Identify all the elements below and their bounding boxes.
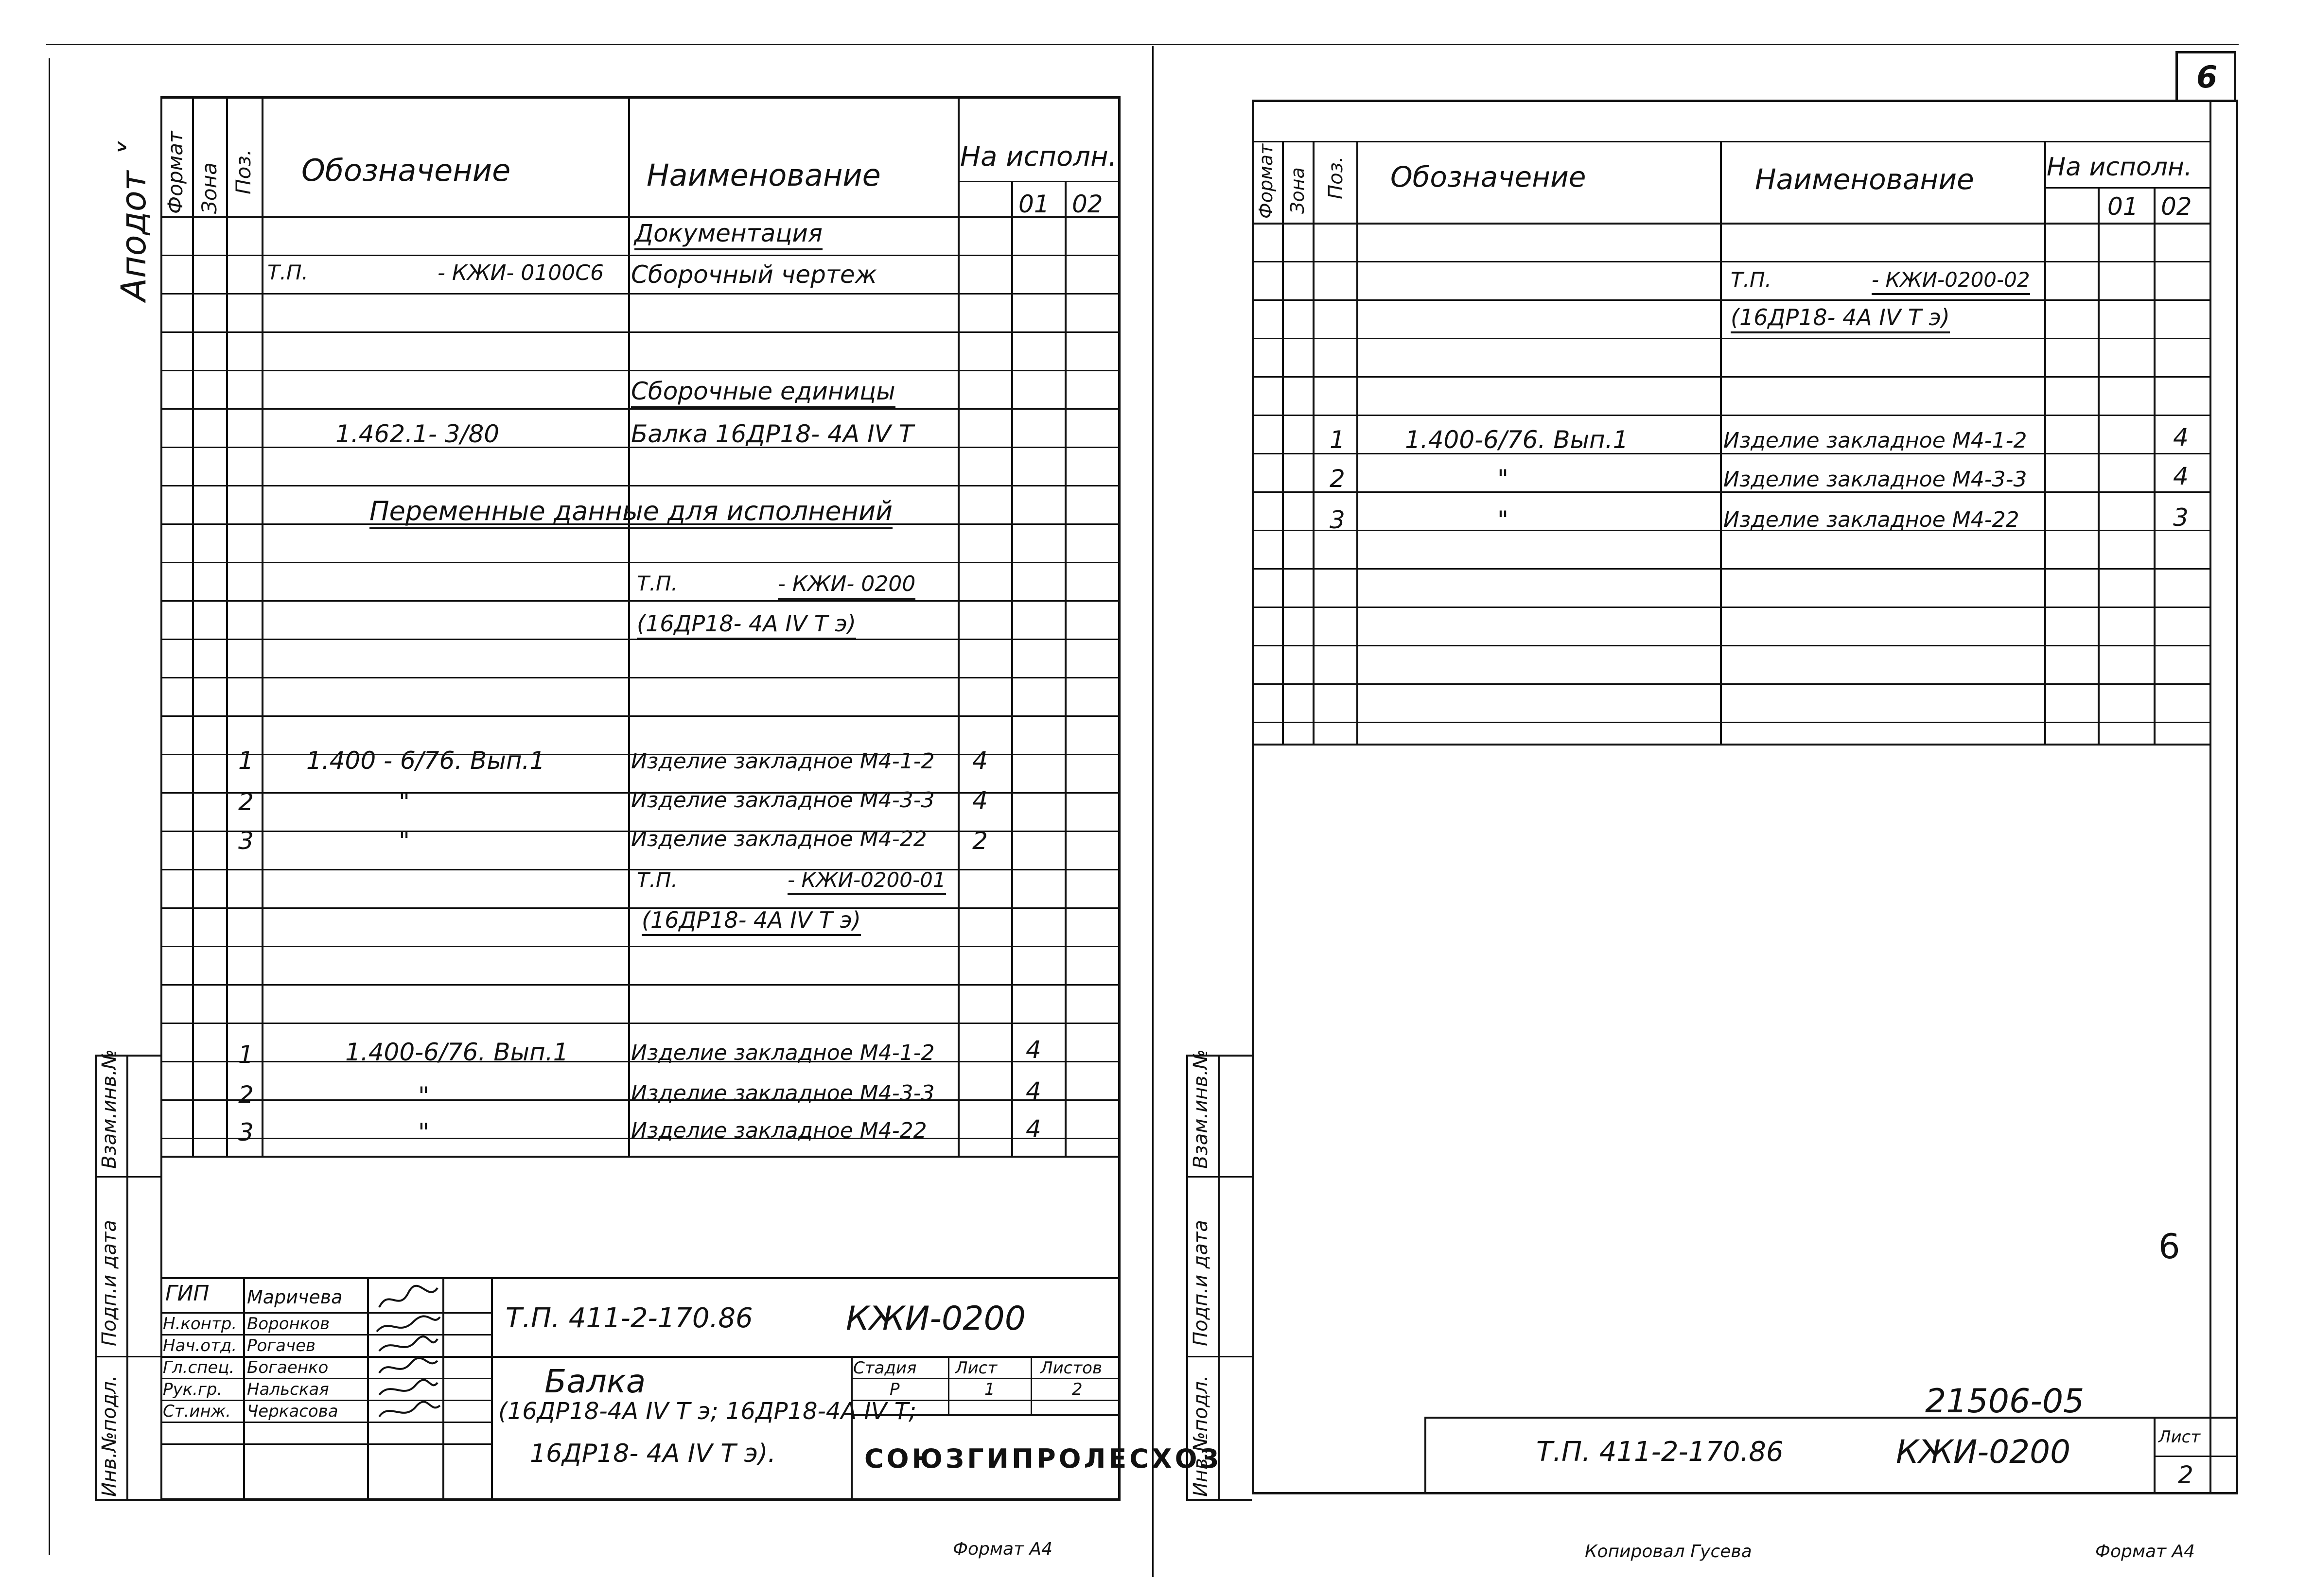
- left-section-variable-data: Переменные данные для исполнений: [369, 498, 893, 529]
- right-doc-code: Т.П. 411-2-170.86: [1536, 1436, 1784, 1468]
- right-col-name-header: Наименование: [1755, 163, 1974, 196]
- right-side-sign-date: Подп.и дата: [1190, 1220, 1212, 1346]
- right-des-3: ": [1497, 506, 1508, 534]
- stamp-title-2: (16ДР18-4А IV Т э; 16ДР18-4А IV Т;: [498, 1398, 917, 1425]
- left-des-1a: 1.400 - 6/76. Вып.1: [306, 746, 545, 775]
- left-pos-3b: 3: [238, 1118, 254, 1146]
- left-name-2a: Изделие закладное М4-3-3: [631, 788, 935, 813]
- left-row-tp-prefix: Т.П.: [267, 260, 308, 284]
- right-q2-2: 4: [2173, 462, 2189, 490]
- right-sheet-number-mark: 6: [2158, 1227, 2180, 1266]
- right-variant-02-code: - КЖИ-0200-02: [1872, 270, 2030, 295]
- left-pos-2a: 2: [238, 788, 254, 816]
- right-copied-note: Копировал Гусева: [1585, 1542, 1752, 1561]
- left-edge-line: [49, 58, 50, 1555]
- left-q1-2a: 4: [972, 786, 988, 815]
- stamp-name-maricheva: Маричева: [247, 1286, 343, 1308]
- left-des-2a: ": [399, 788, 410, 816]
- left-pos-1a: 1: [238, 746, 254, 775]
- left-pos-3a: 3: [238, 827, 254, 855]
- left-row-documentation: Документация: [634, 221, 823, 250]
- right-sheet-value: 2: [2178, 1461, 2193, 1489]
- left-des-3a: ": [399, 827, 410, 855]
- right-pos-2: 2: [1330, 465, 1345, 493]
- left-pos-1b: 1: [238, 1041, 254, 1069]
- left-row-beam-designation: 1.462.1- 3/80: [335, 420, 500, 448]
- left-variant-00-code: - КЖИ- 0200: [778, 573, 915, 600]
- left-side-inv-orig: Инв.№подл.: [98, 1375, 121, 1497]
- stamp-sheets-value: 2: [1072, 1380, 1083, 1399]
- right-name-3: Изделие закладное М4-22: [1723, 507, 2019, 532]
- col-variant-header: На исполн.: [960, 141, 1117, 173]
- left-q2-1b: 4: [1026, 1036, 1041, 1064]
- stamp-sheets-label: Листов: [1040, 1358, 1103, 1378]
- left-row-assembly-drawing: Сборочный чертеж: [631, 260, 877, 289]
- stamp-role-gip: ГИП: [165, 1281, 210, 1306]
- page-number-badge: [2175, 51, 2236, 102]
- right-q2-3: 3: [2173, 503, 2189, 532]
- stamp-stage-label: Стадия: [853, 1358, 917, 1378]
- left-q1-3a: 2: [972, 827, 988, 855]
- stamp-role-glspec: Гл.спец.: [163, 1358, 235, 1377]
- stamp-name-voronkov: Воронков: [247, 1314, 330, 1334]
- stamp-sheet-value: 1: [984, 1380, 995, 1399]
- col-v02-header: 02: [1072, 190, 1103, 218]
- right-name-2: Изделие закладное М4-3-3: [1723, 467, 2027, 492]
- left-name-3a: Изделие закладное М4-22: [631, 827, 927, 851]
- stamp-sheet-label: Лист: [955, 1358, 998, 1378]
- left-des-1b: 1.400-6/76. Вып.1: [345, 1038, 569, 1066]
- left-row-assembly-units: Сборочные единицы: [631, 379, 895, 408]
- right-pos-3: 3: [1330, 506, 1345, 534]
- signatures-image: [369, 1278, 442, 1439]
- stamp-role-nkontr: Н.контр.: [163, 1314, 237, 1334]
- col-pos-header: Поз.: [231, 149, 255, 194]
- col-designation-header: Обозначение: [301, 153, 511, 188]
- right-des-2: ": [1497, 465, 1508, 493]
- stamp-role-rukgr: Рук.гр.: [163, 1380, 223, 1399]
- left-format-note: Формат А4: [953, 1539, 1053, 1559]
- right-col-v02-header: 02: [2161, 192, 2192, 221]
- right-col-v01-header: 01: [2107, 192, 2139, 221]
- top-edge-line: [46, 44, 2239, 45]
- stamp-name-rogachev: Рогачев: [247, 1336, 316, 1355]
- right-sheet-label: Лист: [2158, 1427, 2201, 1447]
- right-col-format-header: Формат: [1255, 143, 1277, 219]
- col-zone-header: Зона: [197, 162, 221, 214]
- right-name-1: Изделие закладное М4-1-2: [1723, 428, 2027, 453]
- right-doc-mark: КЖИ-0200: [1896, 1433, 2071, 1471]
- left-variant-00-prefix: Т.П.: [637, 572, 678, 595]
- left-name-1a: Изделие закладное М4-1-2: [631, 749, 935, 774]
- left-row-assembly-code: - КЖИ- 0100С6: [438, 260, 604, 285]
- right-side-inv-repl: Взам.инв.№: [1190, 1049, 1212, 1169]
- approval-note: Аподот ˅: [114, 143, 154, 301]
- left-des-3b: ": [418, 1118, 429, 1146]
- left-des-2b: ": [418, 1082, 429, 1110]
- stamp-title-1: Балка: [544, 1363, 646, 1400]
- right-col-zone-header: Зона: [1287, 167, 1308, 214]
- left-row-beam-name: Балка 16ДР18- 4А IV Т: [631, 420, 914, 448]
- right-pos-1: 1: [1330, 426, 1345, 454]
- col-v01-header: 01: [1018, 190, 1050, 218]
- stamp-title-3: 16ДР18- 4А IV Т э).: [530, 1439, 776, 1468]
- left-q2-3b: 4: [1026, 1115, 1041, 1143]
- left-side-inv-repl: Взам.инв.№: [98, 1049, 121, 1169]
- left-variant-01-code: - КЖИ-0200-01: [788, 870, 946, 895]
- left-variant-01-prefix: Т.П.: [637, 868, 678, 892]
- page-number: 6: [2196, 59, 2218, 95]
- stamp-name-bogaenko: Богаенко: [247, 1358, 329, 1377]
- right-archive-number: 21506-05: [1925, 1382, 2085, 1421]
- right-q2-1: 4: [2173, 423, 2189, 451]
- right-col-variant-header: На исполн.: [2047, 153, 2192, 182]
- left-variant-01-mark: (16ДР18- 4А IV Т э): [642, 909, 861, 936]
- stamp-organization: СОЮЗГИПРОЛЕСХОЗ: [864, 1443, 1222, 1474]
- right-variant-02-mark: (16ДР18- 4А IV Т э): [1731, 306, 1950, 333]
- page-separator: [1152, 46, 1154, 1577]
- right-side-inv-orig: Инв.№подл.: [1190, 1375, 1212, 1497]
- left-pos-2b: 2: [238, 1081, 254, 1109]
- left-side-sign-date: Подп.и дата: [98, 1220, 121, 1346]
- left-name-3b: Изделие закладное М4-22: [631, 1118, 927, 1143]
- right-col-designation-header: Обозначение: [1390, 160, 1586, 193]
- left-variant-00-mark: (16ДР18- 4А IV Т э): [637, 612, 856, 640]
- stamp-stage-value: Р: [890, 1380, 900, 1399]
- right-col-pos-header: Поз.: [1325, 156, 1347, 199]
- right-variant-02-prefix: Т.П.: [1731, 268, 1771, 292]
- stamp-role-nachotd: Нач.отд.: [163, 1336, 237, 1355]
- col-format-header: Формат: [163, 131, 187, 214]
- left-q1-1a: 4: [972, 746, 988, 775]
- stamp-doc-code: Т.П. 411-2-170.86: [506, 1302, 753, 1334]
- col-name-header: Наименование: [647, 157, 881, 193]
- stamp-name-nalskaya: Нальская: [247, 1380, 329, 1399]
- stamp-doc-mark: КЖИ-0200: [846, 1300, 1026, 1338]
- left-q2-2b: 4: [1026, 1077, 1041, 1105]
- right-des-1: 1.400-6/76. Вып.1: [1405, 426, 1629, 454]
- left-name-1b: Изделие закладное М4-1-2: [631, 1041, 935, 1065]
- right-format-note: Формат А4: [2095, 1542, 2195, 1561]
- stamp-role-stinzh: Ст.инж.: [163, 1402, 231, 1421]
- stamp-name-cherkasova: Черкасова: [247, 1402, 338, 1421]
- left-name-2b: Изделие закладное М4-3-3: [631, 1081, 935, 1106]
